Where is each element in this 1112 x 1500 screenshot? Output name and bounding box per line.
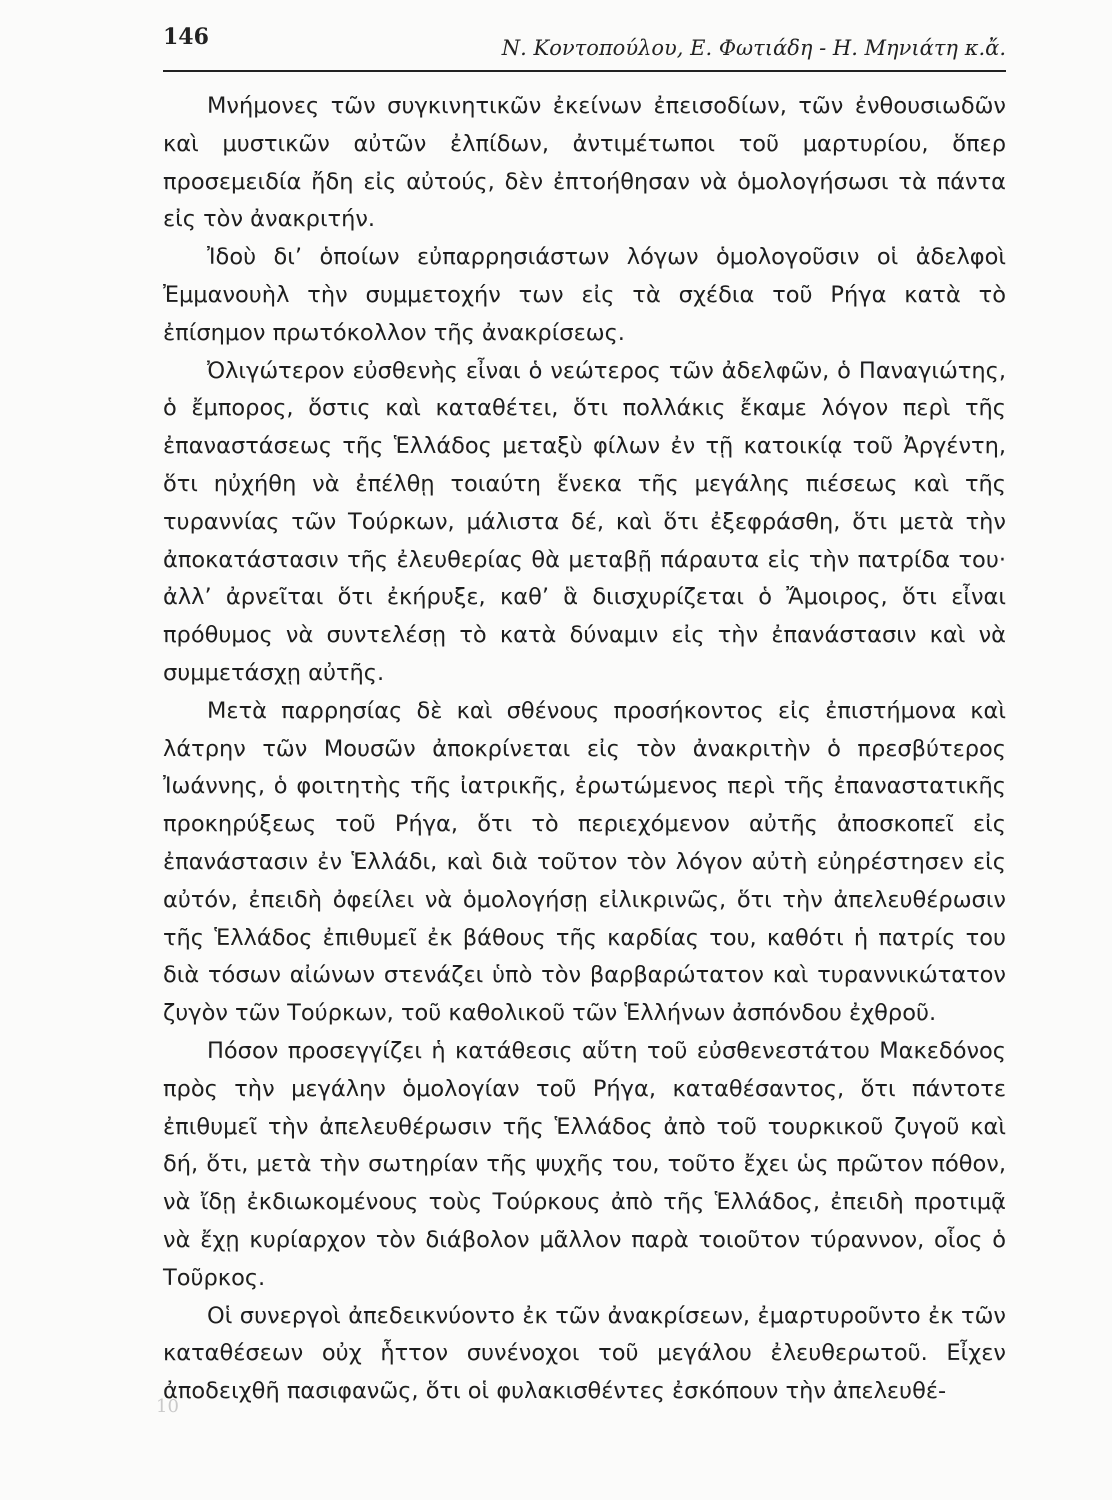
running-title: Ν. Κοντοπούλου, Ε. Φωτιάδη - Η. Μηνιάτη κ.ἄ.: [501, 36, 1006, 60]
paragraph: Μνήμονες τῶν συγκινητικῶν ἐκείνων ἐπεισοδίων, τῶν ἐνθουσιωδῶν καὶ μυστικῶν αὐτῶν ἐλπίδων, ἀντιμέτωποι τοῦ μαρτυρίου, ὅπερ προσεμειδία ἤδη εἰς αὐτούς, δὲν ἐπτοήθησαν νὰ ὁμολογήσωσι τὰ πάντα εἰς τὸν ἀνακριτήν.: [163, 93, 1006, 233]
paragraph: Ἰδοὺ δι’ ὁποίων εὐπαρρησιάστων λόγων ὁμολογοῦσιν οἱ ἀδελφοὶ Ἐμμανουὴλ τὴν συμμετοχήν των εἰς τὰ σχέδια τοῦ Ρήγα κατὰ τὸ ἐπίσημον πρωτόκολλον τῆς ἀνακρίσεως.: [163, 244, 1006, 346]
paragraph: Μετὰ παρρησίας δὲ καὶ σθένους προσήκοντος εἰς ἐπιστήμονα καὶ λάτρην τῶν Μουσῶν ἀποκρίνεται εἰς τὸν ἀνακριτὴν ὁ πρεσβύτερος Ἰωάννης, ὁ φοιτητὴς τῆς ἰατρικῆς, ἐρωτώμενος περὶ τῆς ἐπαναστατικῆς προκηρύξεως τοῦ Ρήγα, ὅτι τὸ περιεχόμενον αὐτῆς ἀποσκοπεῖ εἰς ἐπανάστασιν ἐν Ἑλλάδι, καὶ διὰ τοῦτον τὸν λόγον αὐτὴ εὐηρέστησεν εἰς αὐτόν, ἐπειδὴ ὀφείλει νὰ ὁμολογήσῃ εἰλικρινῶς, ὅτι τὴν ἀπελευθέρωσιν τῆς Ἑλλάδος ἐπιθυμεῖ ἐκ βάθους τῆς καρδίας του, καθότι ἡ πατρίς του διὰ τόσων αἰώνων στενάζει ὑπὸ τὸν βαρβαρώτατον καὶ τυραννικώτατον ζυγὸν τῶν Τούρκων, τοῦ καθολικοῦ τῶν Ἑλλήνων ἀσπόνδου ἐχθροῦ.: [163, 697, 1006, 1027]
printer-signature-mark: 10: [156, 1396, 179, 1417]
paragraph: Ὀλιγώτερον εὐσθενὴς εἶναι ὁ νεώτερος τῶν ἀδελφῶν, ὁ Παναγιώτης, ὁ ἔμπορος, ὅστις καὶ καταθέτει, ὅτι πολλάκις ἔκαμε λόγον περὶ τῆς ἐπαναστάσεως τῆς Ἑλλάδος μεταξὺ φίλων ἐν τῇ κατοικίᾳ τοῦ Ἀργέντη, ὅτι ηὐχήθη νὰ ἐπέλθῃ τοιαύτη ἕνεκα τῆς μεγάλης πιέσεως καὶ τῆς τυραννίας τῶν Τούρκων, μάλιστα δέ, καὶ ὅτι ἐξεφράσθη, ὅτι μετὰ τὴν ἀποκατάστασιν τῆς ἐλευθερίας θὰ μεταβῇ πάραυτα εἰς τὴν πατρίδα του· ἀλλ’ ἀρνεῖται ὅτι ἐκήρυξε, καθ’ ἃ διισχυρίζεται ὁ Ἄμοιρος, ὅτι εἶναι πρόθυμος νὰ συντελέσῃ τὸ κατὰ δύναμιν εἰς τὴν ἐπανάστασιν καὶ νὰ συμμετάσχῃ αὐτῆς.: [163, 357, 1006, 686]
paragraph: Πόσον προσεγγίζει ἡ κατάθεσις αὕτη τοῦ εὐσθενεστάτου Μακεδόνος πρὸς τὴν μεγάλην ὁμολογίαν τοῦ Ρήγα, καταθέσαντος, ὅτι πάντοτε ἐπιθυμεῖ τὴν ἀπελευθέρωσιν τῆς Ἑλλάδος ἀπὸ τοῦ τουρκικοῦ ζυγοῦ καὶ δή, ὅτι, μετὰ τὴν σωτηρίαν τῆς ψυχῆς του, τοῦτο ἔχει ὡς πρῶτον πόθον, νὰ ἴδῃ ἐκδιωκομένους τοὺς Τούρκους ἀπὸ τῆς Ἑλλάδος, ἐπειδὴ προτιμᾷ νὰ ἔχῃ κυρίαρχον τὸν διάβολον μᾶλλον παρὰ τοιοῦτον τύραννον, οἷος ὁ Τοῦρκος.: [163, 1037, 1006, 1291]
page-header: [163, 20, 1006, 72]
paragraph: Οἱ συνεργοὶ ἀπεδεικνύοντο ἐκ τῶν ἀνακρίσεων, ἐμαρτυροῦντο ἐκ τῶν καταθέσεων οὐχ ἧττον συνένοχοι τοῦ μεγάλου ἐλευθερωτοῦ. Εἶχεν ἀποδειχθῆ πασιφανῶς, ὅτι οἱ φυλακισθέντες ἐσκόπουν τὴν ἀπελευθέ-: [163, 1302, 1006, 1405]
body-text: [163, 88, 1006, 1411]
page-number: 146: [163, 24, 209, 50]
